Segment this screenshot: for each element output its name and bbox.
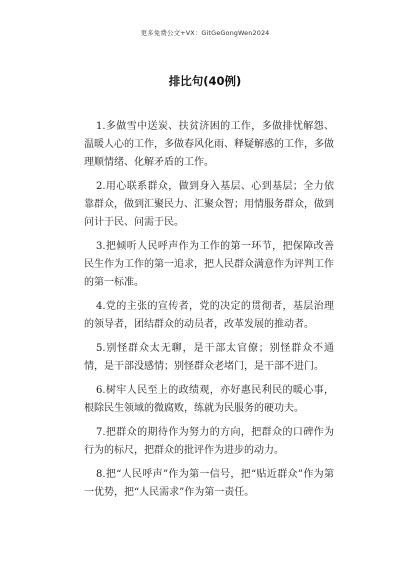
- paragraph-5: 5.别怪群众太无聊，是干部太官僚；别怪群众不通情，是干部没感情；别怪群众老堵门，是干部不进门。: [84, 343, 334, 372]
- paragraph-1: 1.多做雪中送炭、扶贫济困的工作，多做排忧解怨、温暖人心的工作，多做春风化雨、释疑解惑的工作，多做理顺情绪、化解矛盾的工作。: [84, 121, 334, 168]
- document-title: 排比句(40例): [168, 74, 242, 88]
- paragraph-7: 7.把群众的期待作为努力的方向，把群众的口碑作为行为的标尺，把群众的批评作为进步的动力。: [84, 427, 334, 456]
- paragraph-2: 2.用心联系群众，做到身入基层、心到基层；全力依靠群众，做到汇聚民力、汇聚众智；用情服务群众，做到问计于民、问需于民。: [84, 181, 334, 228]
- paragraph-4: 4.党的主张的宣传者，党的决定的贯彻者，基层治理的领导者，团结群众的动员者，改革发展的推动者。: [84, 301, 334, 330]
- paragraph-8: 8.把“人民呼声”作为第一信号，把“贴近群众”作为第一优势，把“人民需求”作为第一责任。: [84, 469, 334, 498]
- paragraph-3: 3.把倾听人民呼声作为工作的第一环节，把保障改善民生作为工作的第一追求，把人民群众满意作为评判工作的第一标准。: [84, 241, 334, 288]
- document-body: [84, 118, 334, 508]
- page-header: 更多免费公文+VX：GitGeGongWen2024: [140, 29, 270, 37]
- paragraph-6: 6.树牢人民至上的政绩观，亦好惠民利民的暖心事，根除民生领域的微腐败，练就为民服务的硬功夫。: [84, 385, 334, 414]
